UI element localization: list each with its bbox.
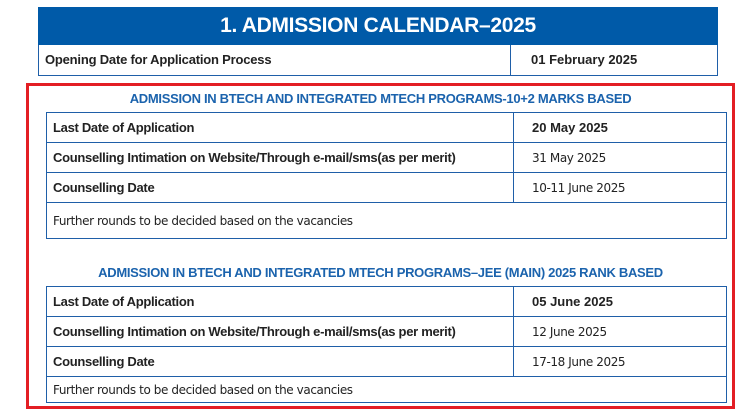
row-value: 10-11 June 2025 — [514, 173, 727, 203]
row-label: Counselling Date — [47, 347, 514, 377]
table-row — [47, 113, 727, 143]
row-value: 12 June 2025 — [514, 317, 727, 347]
row-label: Counselling Intimation on Website/Through e-mail/sms(as per merit) — [47, 317, 514, 347]
opening-date-value: 01 February 2025 — [531, 52, 638, 67]
page-title: 1. ADMISSION CALENDAR–2025 — [38, 7, 718, 45]
row-value: 20 May 2025 — [514, 113, 727, 143]
table-row — [47, 287, 727, 317]
opening-date-row — [38, 45, 718, 76]
section-heading-jee-based: ADMISSION IN BTECH AND INTEGRATED MTECH PROGRAMS–JEE (MAIN) 2025 RANK BASED — [98, 265, 663, 280]
table-row — [47, 203, 727, 239]
table-row — [47, 143, 727, 173]
row-value: 05 June 2025 — [514, 287, 727, 317]
row-value: 31 May 2025 — [514, 143, 727, 173]
row-label: Last Date of Application — [47, 287, 514, 317]
note: Further rounds to be decided based on the vacancies — [47, 203, 727, 239]
marks-based-table — [46, 112, 727, 239]
row-label: Counselling Date — [47, 173, 514, 203]
table-row — [47, 347, 727, 377]
section-heading-marks-based: ADMISSION IN BTECH AND INTEGRATED MTECH PROGRAMS-10+2 MARKS BASED — [129, 91, 632, 106]
row-label: Last Date of Application — [47, 113, 514, 143]
row-value: 17-18 June 2025 — [514, 347, 727, 377]
row-label: Counselling Intimation on Website/Through e-mail/sms(as per merit) — [47, 143, 514, 173]
table-row — [47, 377, 727, 403]
note: Further rounds to be decided based on the vacancies — [47, 377, 727, 403]
jee-based-table — [46, 286, 727, 403]
opening-date-label: Opening Date for Application Process — [39, 45, 511, 75]
table-row — [47, 317, 727, 347]
table-row — [47, 173, 727, 203]
